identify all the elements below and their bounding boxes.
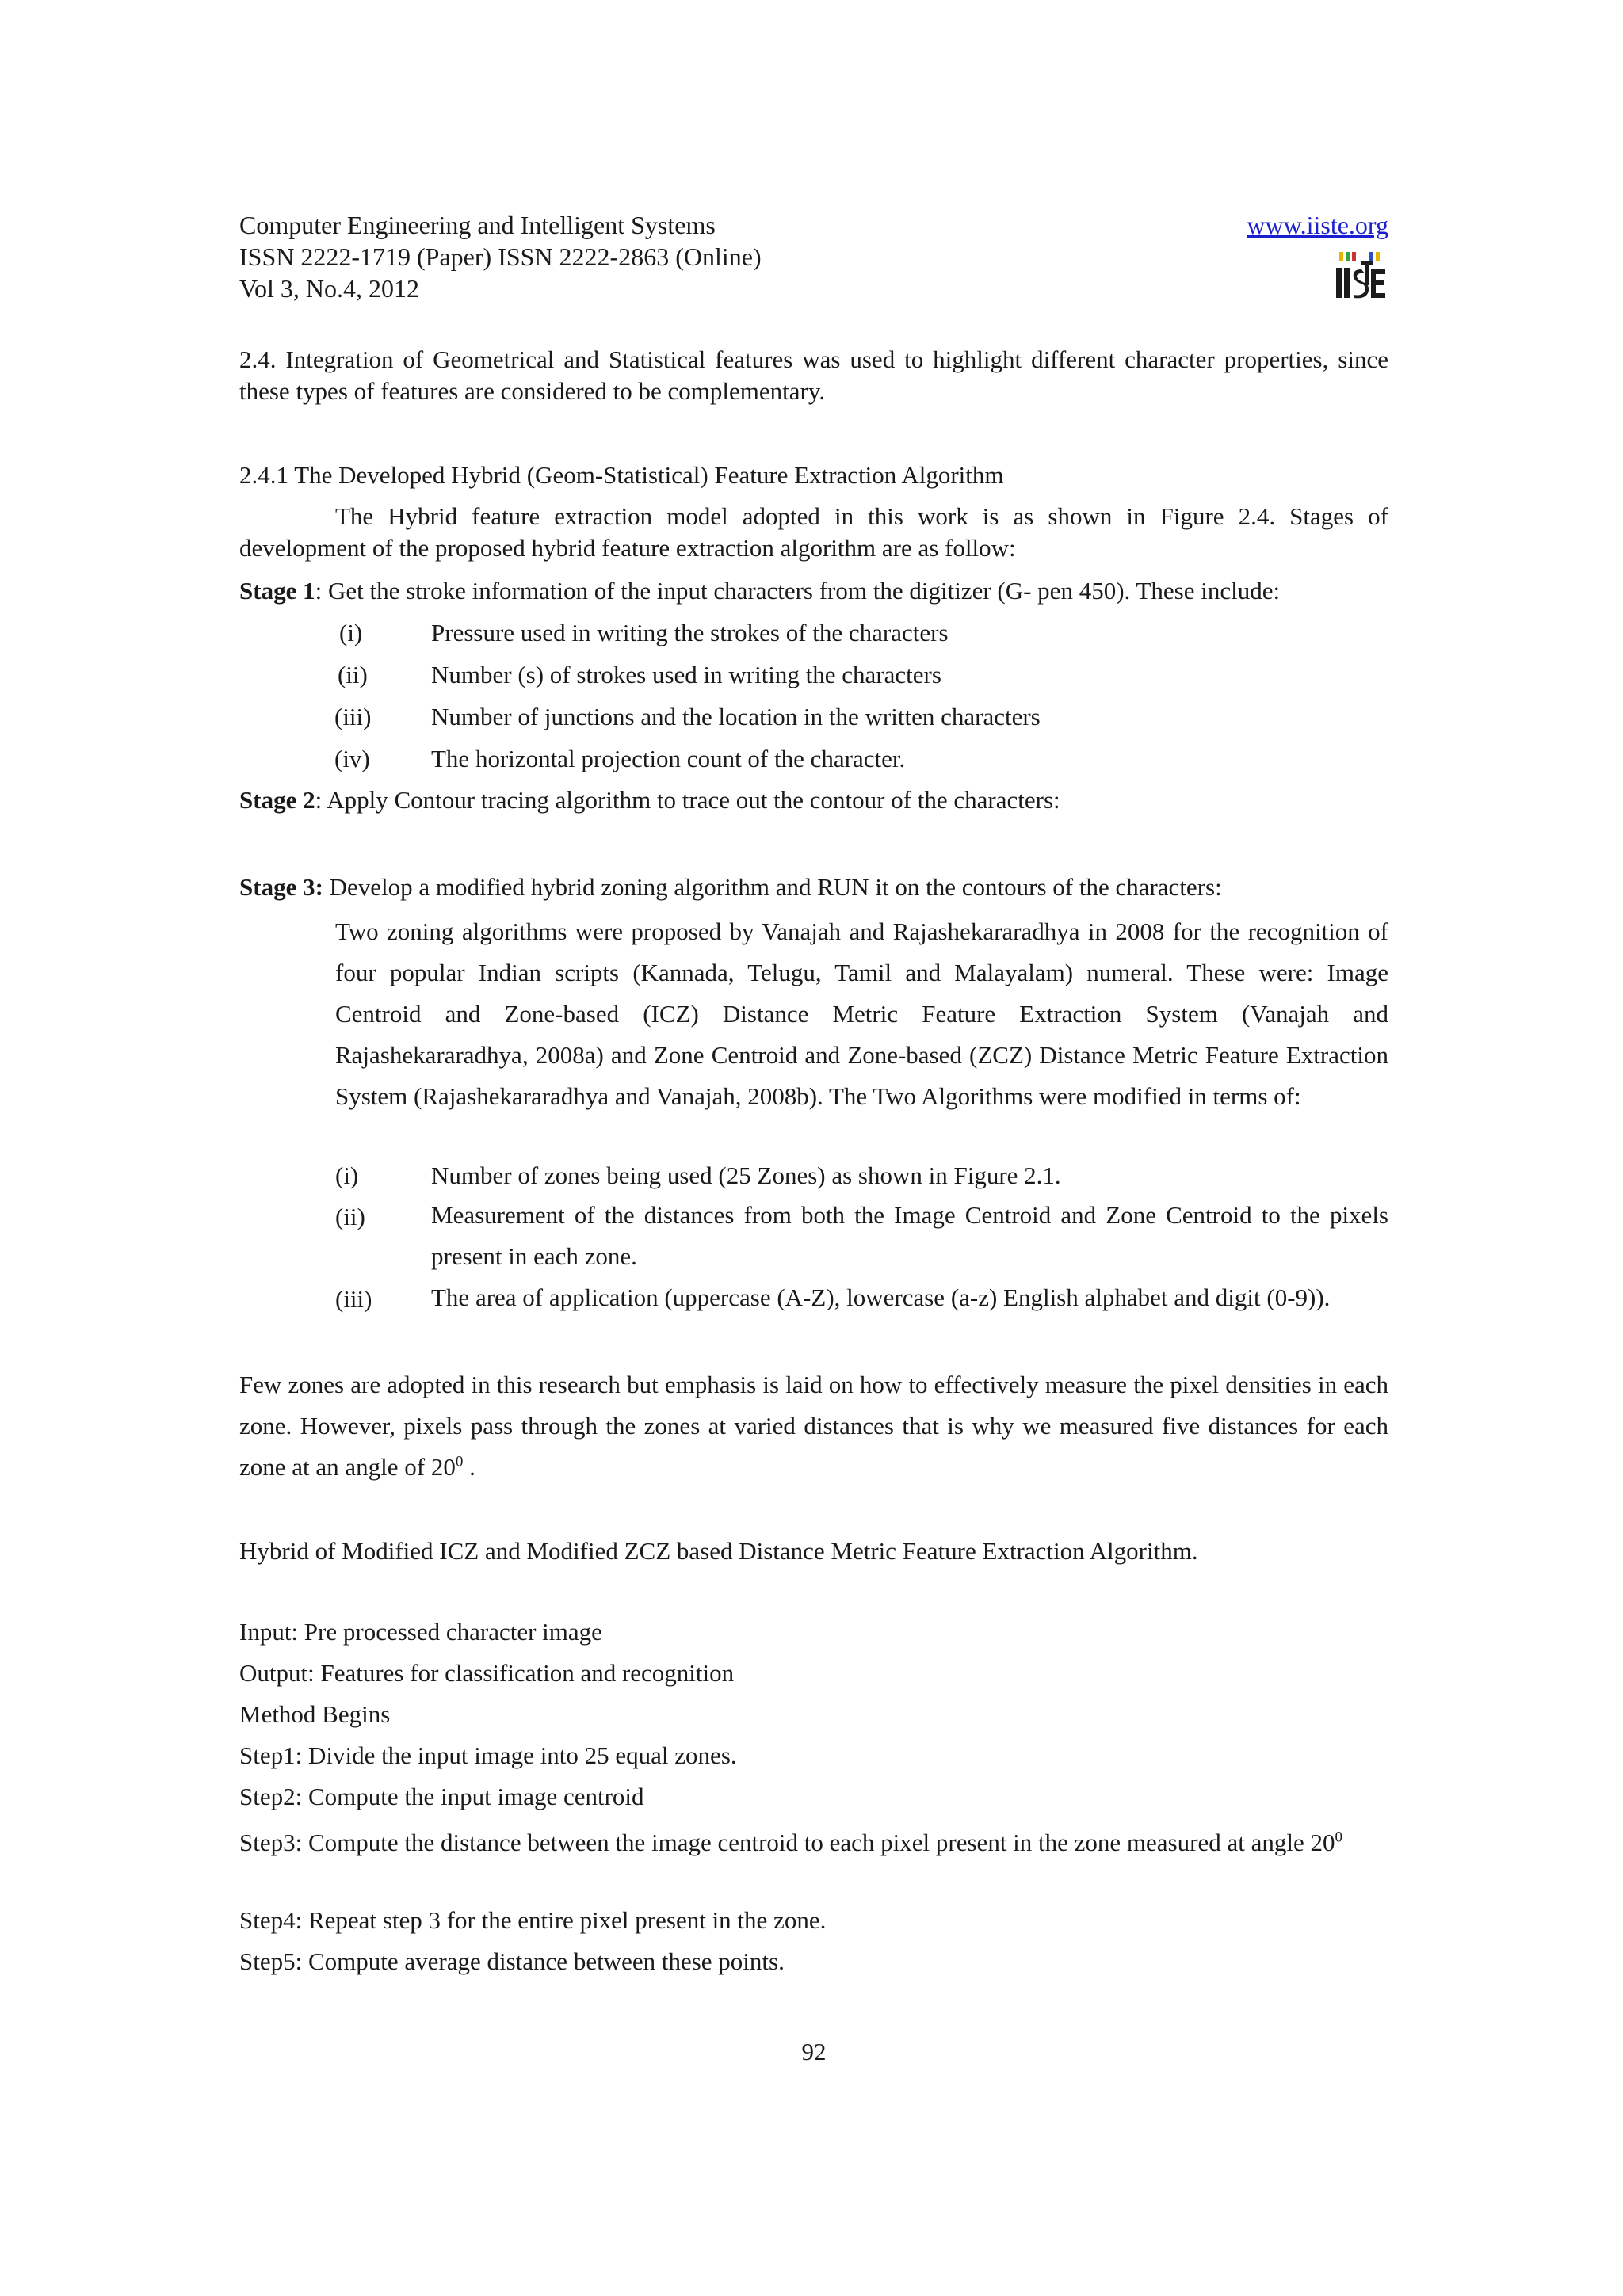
list-item-number: (iv) xyxy=(334,745,370,772)
list-item-text: The area of application (uppercase (A-Z), lowercase (a-z) English alphabet and digit (0-9)). xyxy=(431,1283,1331,1311)
paper-page xyxy=(239,0,1388,2296)
stage-3-paragraph: Two zoning algorithms were proposed by Vanajah and Rajashekararadhya in 2008 for the recognition of four popular Indian scripts (Kannada, Telugu, Tamil and Malayalam) numeral. These were: Image Centroid and Zone-based (ICZ) Distance Metric Feature Extraction System (Vanajah and Rajashekararadhya, 2008a) and Zone Centroid and Zone-based (ZCZ) Distance Metric Feature Extraction System (Rajashekararadhya and Vanajah, 2008b). The Two Algorithms were modified in terms of: xyxy=(335,917,1388,1110)
iiste-logo xyxy=(1335,250,1387,303)
list-item-number: (ii) xyxy=(335,1203,365,1230)
volume-line: Vol 3, No.4, 2012 xyxy=(239,274,419,303)
list-item-text: Number of junctions and the location in the written characters xyxy=(431,703,1041,730)
few-zones-paragraph xyxy=(239,1364,1388,1488)
stage-3-label: Stage 3: xyxy=(239,873,323,901)
algo-step-1: Step1: Divide the input image into 25 equal zones. xyxy=(239,1741,737,1769)
hybrid-title: Hybrid of Modified ICZ and Modified ZCZ based Distance Metric Feature Extraction Algorithm. xyxy=(239,1537,1198,1565)
section-paragraph: The Hybrid feature extraction model adopted in this work is as shown in Figure 2.4. Stages of development of the proposed hybrid feature extraction algorithm are as follow: xyxy=(239,502,1388,563)
stage-2-line xyxy=(239,784,1388,816)
list-item-text: Pressure used in writing the strokes of the characters xyxy=(431,619,949,646)
degree-superscript: 0 xyxy=(455,1453,464,1470)
stage-1-text: : Get the stroke information of the input characters from the digitizer (G- pen 450). These include: xyxy=(315,577,1281,605)
algo-step-3 xyxy=(239,1822,1388,1863)
issn-line: ISSN 2222-1719 (Paper) ISSN 2222-2863 (Online) xyxy=(239,242,762,271)
journal-url-link[interactable]: www.iiste.org xyxy=(1247,211,1388,239)
section-heading: 2.4.1 The Developed Hybrid (Geom-Statistical) Feature Extraction Algorithm xyxy=(239,461,1004,489)
intro-paragraph: 2.4. Integration of Geometrical and Statistical features was used to highlight different character properties, since these types of features are considered to be complementary. xyxy=(239,345,1388,406)
few-zones-text: Few zones are adopted in this research but emphasis is laid on how to effectively measure the pixel densities in each zone. However, pixels pass through the zones at varied distances that is why we measured five distances for each zone at an angle of 20 xyxy=(239,1371,1388,1481)
list-item-text: Number (s) of strokes used in writing the characters xyxy=(431,661,941,688)
stage-3-text: Develop a modified hybrid zoning algorithm and RUN it on the contours of the characters: xyxy=(323,873,1222,901)
list-item-number: (i) xyxy=(335,1161,359,1189)
list-item-text: Number of zones being used (25 Zones) as shown in Figure 2.1. xyxy=(431,1161,1061,1189)
journal-name: Computer Engineering and Intelligent Systems xyxy=(239,211,716,239)
list-item-number: (iii) xyxy=(335,1285,372,1313)
page-number: 92 xyxy=(801,2038,827,2065)
algo-input: Input: Pre processed character image xyxy=(239,1618,602,1646)
degree-superscript: 0 xyxy=(1335,1829,1342,1846)
page-header xyxy=(239,209,1388,312)
list-item-number: (i) xyxy=(339,619,363,646)
stage-3-line xyxy=(239,871,1388,903)
list-item-number: (ii) xyxy=(338,661,368,688)
list-item-number: (iii) xyxy=(334,703,372,730)
few-zones-tail: . xyxy=(463,1453,475,1481)
algo-step-3-text: Step3: Compute the distance between the image centroid to each pixel present in the zone measured at angle 20 xyxy=(239,1829,1335,1856)
algo-step-2: Step2: Compute the input image centroid xyxy=(239,1783,644,1810)
algo-output: Output: Features for classification and recognition xyxy=(239,1659,735,1687)
stage-1-label: Stage 1 xyxy=(239,577,315,605)
stage-1-line xyxy=(239,575,1388,607)
stage-2-text: : Apply Contour tracing algorithm to trace out the contour of the characters: xyxy=(315,786,1060,814)
algo-step-4: Step4: Repeat step 3 for the entire pixel present in the zone. xyxy=(239,1906,827,1934)
stage-2-label: Stage 2 xyxy=(239,786,315,814)
list-item-text: Measurement of the distances from both the Image Centroid and Zone Centroid to the pixels present in each zone. xyxy=(431,1201,1388,1270)
algo-step-5: Step5: Compute average distance between these points. xyxy=(239,1947,785,1975)
algo-begin: Method Begins xyxy=(239,1700,391,1728)
list-item-text: The horizontal projection count of the character. xyxy=(431,745,906,772)
